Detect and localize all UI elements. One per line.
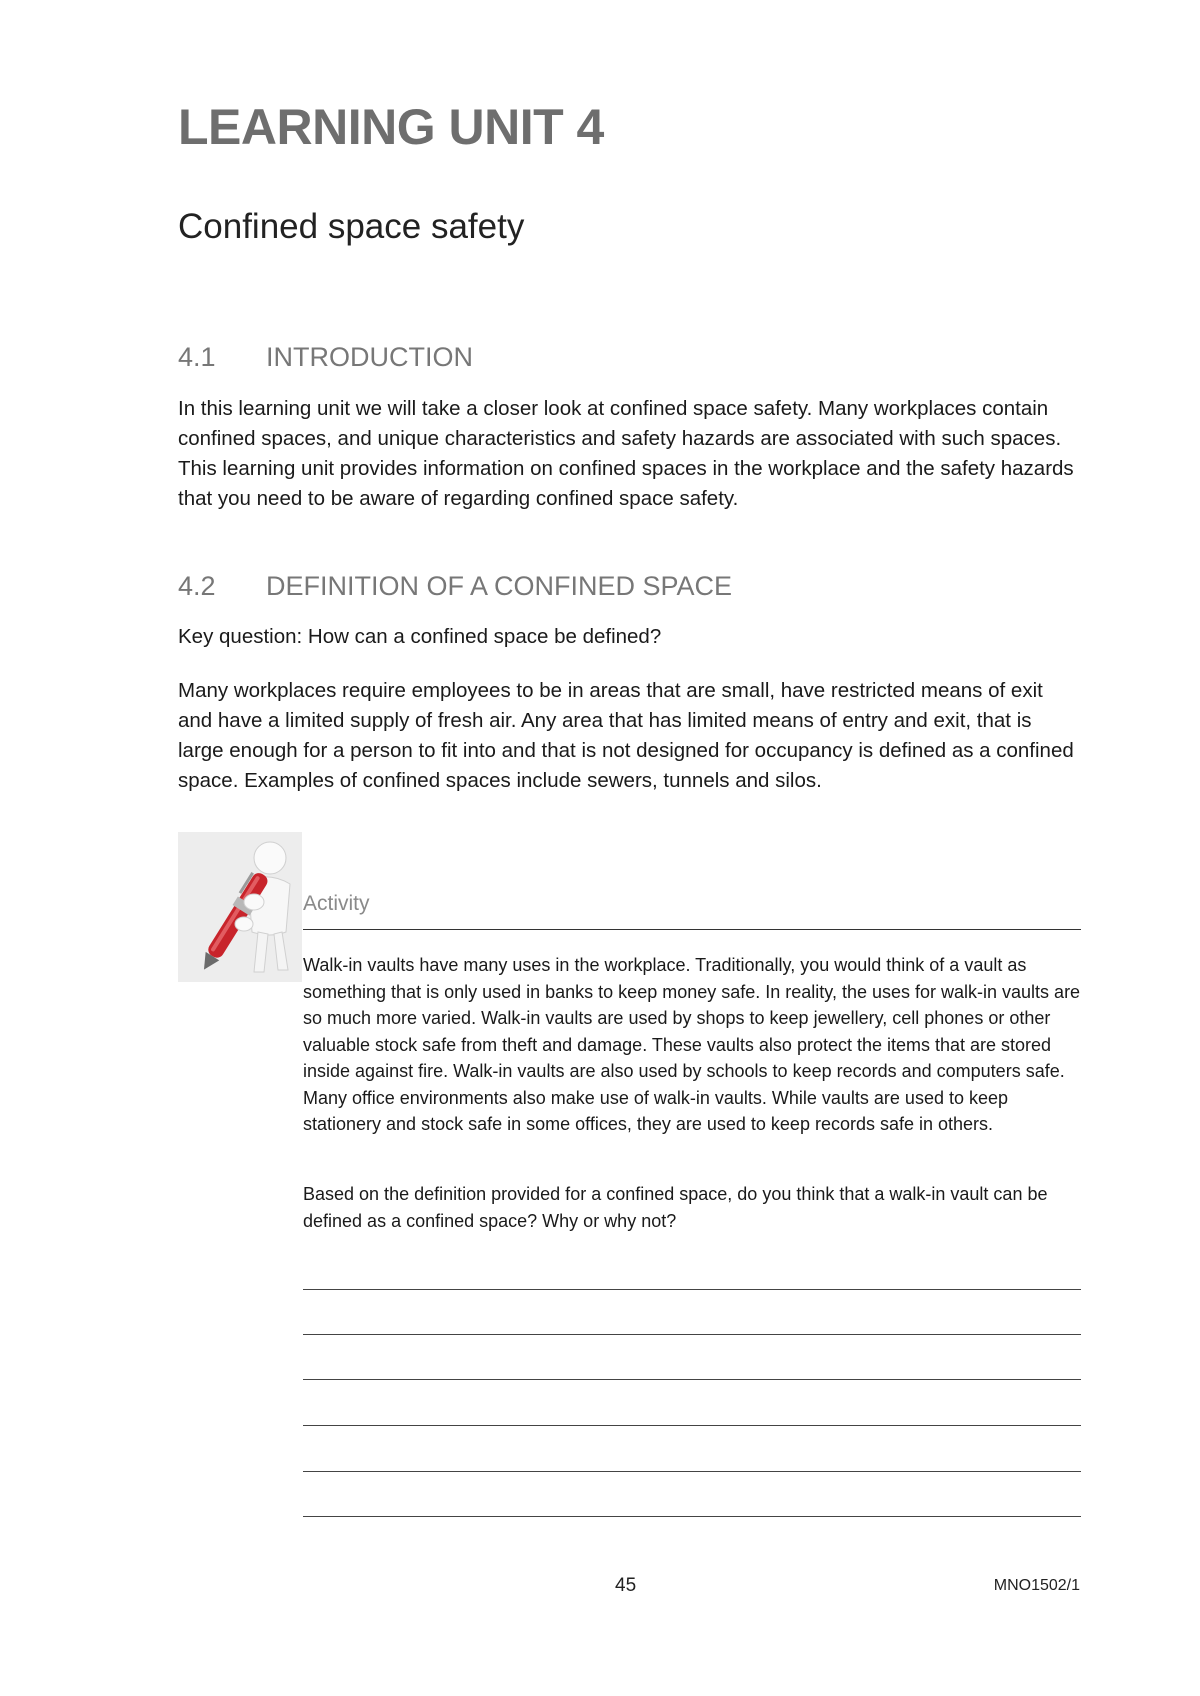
section-title: DEFINITION OF A CONFINED SPACE [266,571,733,601]
unit-title: LEARNING UNIT 4 [178,99,604,155]
answer-line[interactable] [303,1425,1081,1426]
course-code: MNO1502/1 [993,1577,1080,1594]
answer-line[interactable] [303,1289,1081,1290]
introduction-paragraph: In this learning unit we will take a closer look at confined space safety. Many workplaces contain confined spaces, and unique characteristics and safety hazards are associated with such spaces. This learning unit provides information on confined spaces in the workplace and the safety hazards that you need to be aware of regarding confined space safety. [178,397,1074,510]
answer-line[interactable] [303,1379,1081,1380]
figure-with-pen-illustration [178,832,302,982]
section-heading-introduction [178,343,473,373]
section-number: 4.1 [178,342,216,372]
activity-paragraph: Walk-in vaults have many uses in the workplace. Traditionally, you would think of a vault as something that is only used in banks to keep money safe. In reality, the uses for walk-in vaults are so much more varied. Walk-in vaults are used by shops to keep jewellery, cell phones or other valuable stock safe from theft and damage. These vaults also protect the items that are stored inside against fire. Walk-in vaults are also used by schools to keep records and computers safe. Many office environments also make use of walk-in vaults. While vaults are used to keep stationery and stock safe in some offices, they are used to keep records safe in others. [303,955,1081,1134]
answer-line[interactable] [303,1471,1081,1472]
definition-paragraph: Many workplaces require employees to be in areas that are small, have restricted means of exit and have a limited supply of fresh air. Any area that has limited means of entry and exit, that is large enough for a person to fit into and that is not designed for occupancy is defined as a confined space. Examples of confined spaces include sewers, tunnels and silos. [178,679,1074,792]
key-question: Key question: How can a confined space be defined? [178,625,662,648]
activity-question: Based on the definition provided for a confined space, do you think that a walk-in vault can be defined as a confined space? Why or why not? [303,1184,1048,1231]
answer-line[interactable] [303,1334,1081,1335]
section-title: INTRODUCTION [266,342,473,372]
answer-line[interactable] [303,1516,1081,1517]
figure-with-pen-icon [178,832,302,982]
section-heading-definition [178,572,732,602]
activity-label: Activity [303,892,370,915]
unit-subtitle: Confined space safety [178,207,525,246]
page-number: 45 [615,1575,637,1596]
section-number: 4.2 [178,571,216,601]
activity-divider [303,929,1081,930]
